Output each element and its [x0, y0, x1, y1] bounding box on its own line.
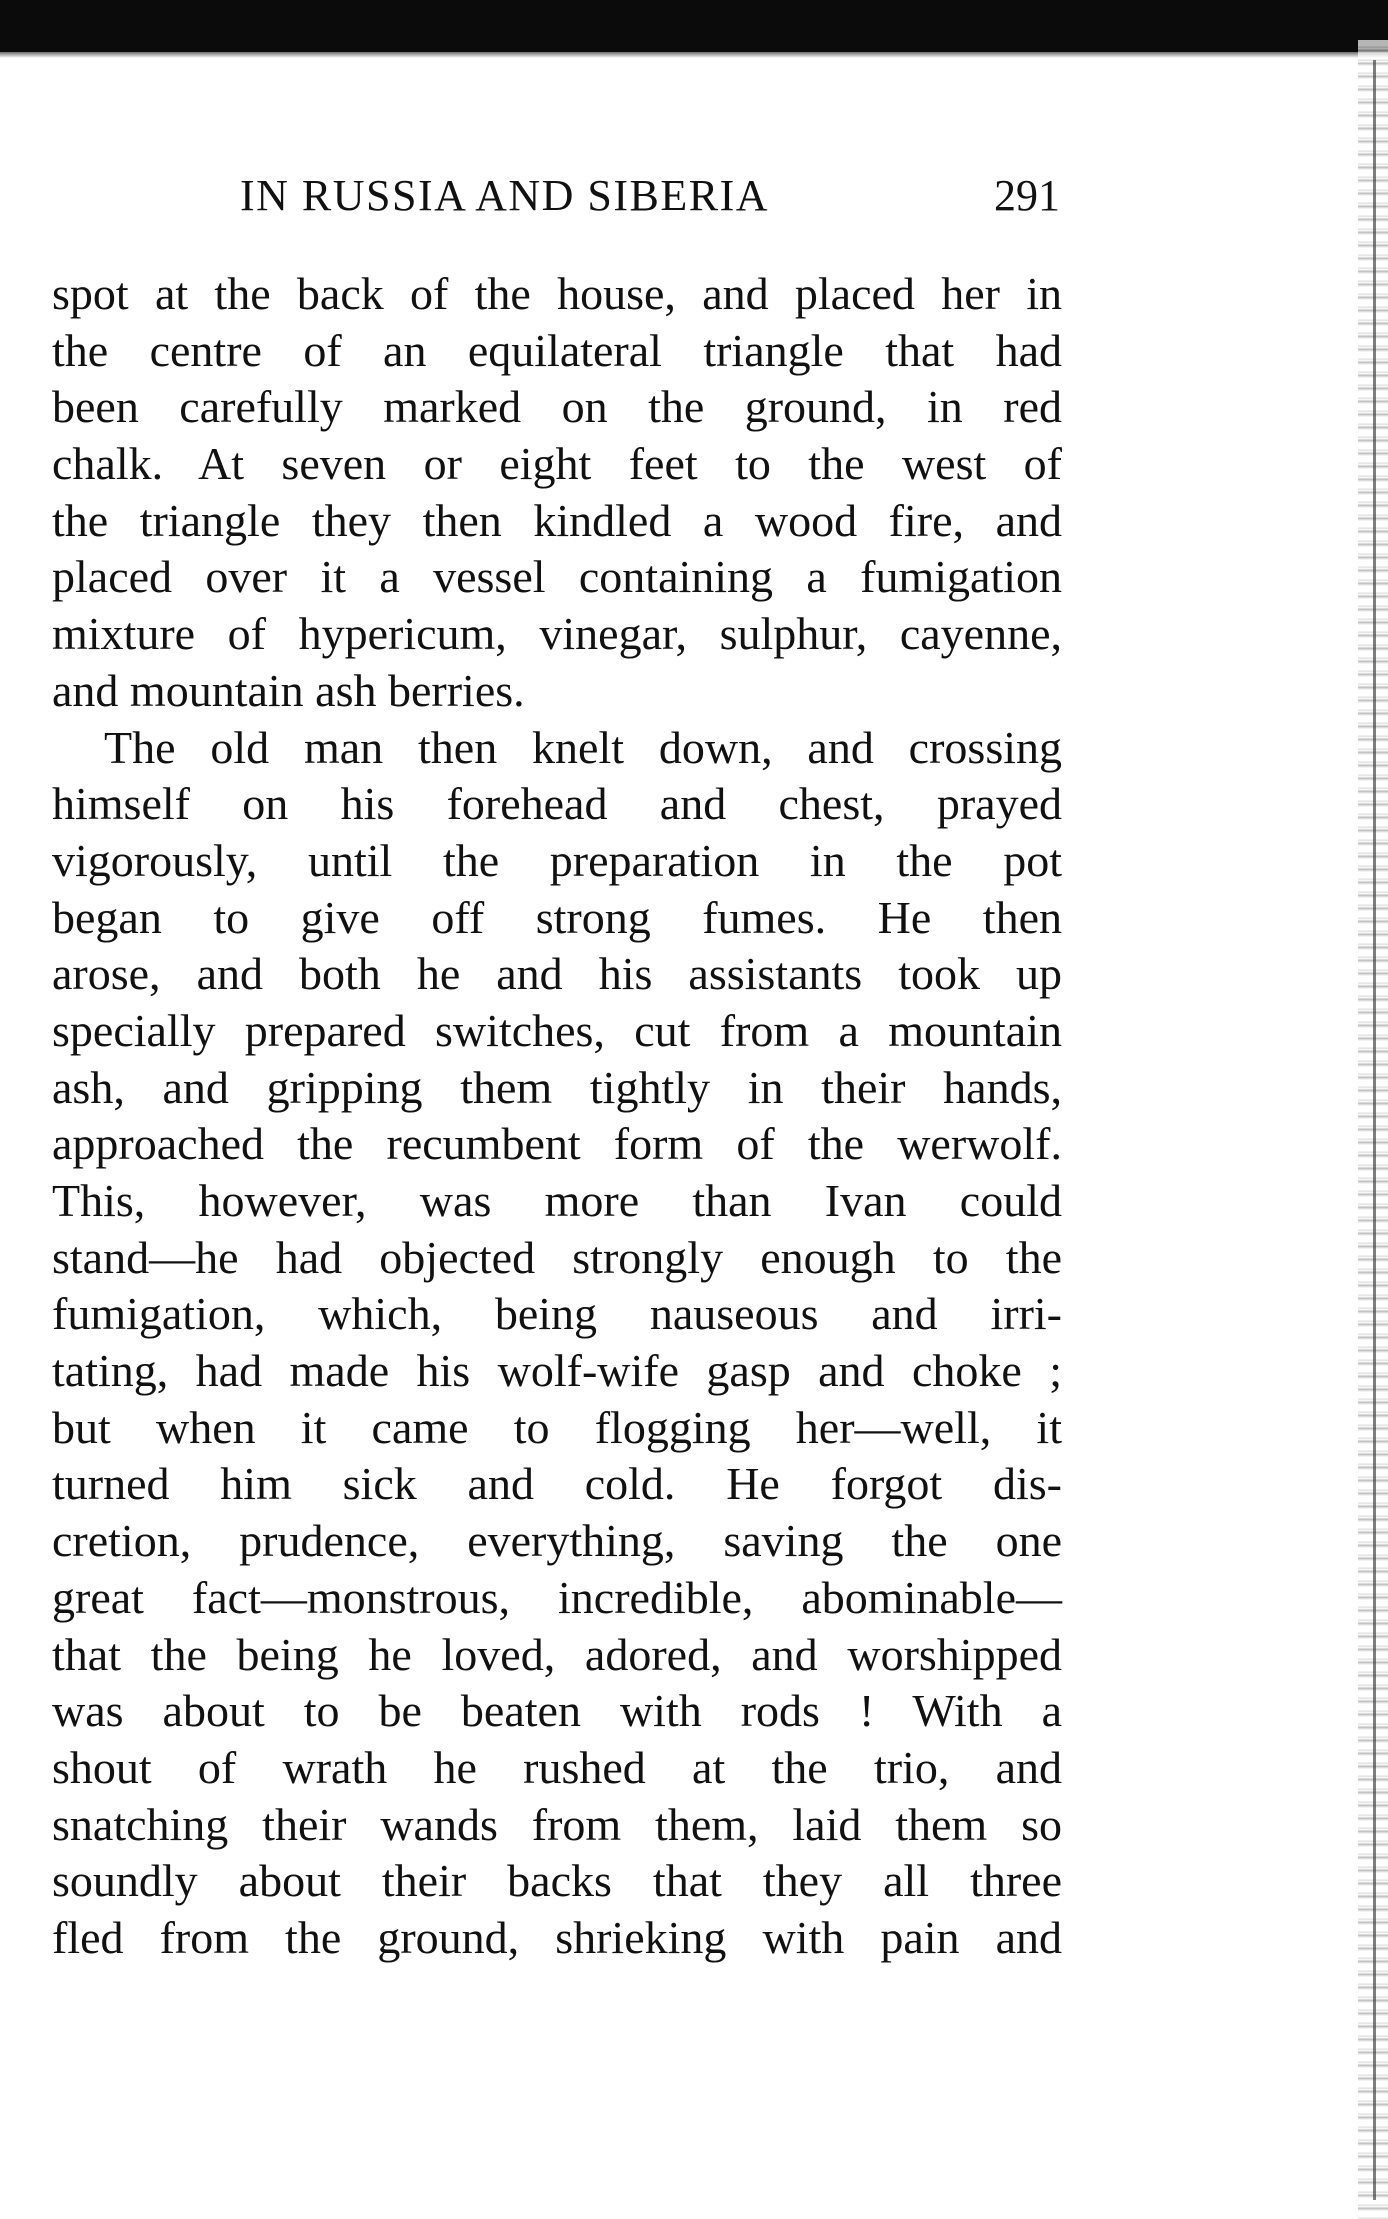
- text-line: cretion, prudence, everything, saving the one: [52, 1515, 1062, 1567]
- text-line: soundly about their backs that they all three: [52, 1855, 1062, 1907]
- text-line-paragraph-start: The old man then knelt down, and crossing: [104, 721, 1062, 773]
- text-line: fled from the ground, shrieking with pain and: [52, 1911, 1062, 1963]
- text-line: approached the recumbent form of the werwolf.: [52, 1118, 1062, 1170]
- text-line: spot at the back of the house, and placed her in: [52, 268, 1062, 319]
- text-line: but when it came to flogging her—well, it: [52, 1401, 1062, 1453]
- text-line: the triangle they then kindled a wood fire, and: [52, 494, 1062, 546]
- text-line: specially prepared switches, cut from a mountain: [52, 1004, 1062, 1056]
- page-number: 291: [994, 171, 1060, 220]
- text-line: vigorously, until the preparation in the pot: [52, 834, 1062, 886]
- text-line: turned him sick and cold. He forgot dis-: [52, 1458, 1062, 1510]
- scan-top-shadow: [0, 52, 1388, 58]
- body-text: [52, 266, 1062, 1967]
- text-line: been carefully marked on the ground, in red: [52, 381, 1062, 433]
- text-line: chalk. At seven or eight feet to the west of: [52, 438, 1062, 490]
- text-line: that the being he loved, adored, and worshipped: [52, 1628, 1062, 1680]
- text-line: ash, and gripping them tightly in their hands,: [52, 1061, 1062, 1113]
- text-line: tating, had made his wolf-wife gasp and choke ;: [52, 1345, 1062, 1397]
- text-line: himself on his forehead and chest, prayed: [52, 778, 1062, 830]
- text-line: placed over it a vessel containing a fumigation: [52, 551, 1062, 603]
- text-line-paragraph-end: and mountain ash berries.: [52, 664, 525, 716]
- text-line: This, however, was more than Ivan could: [52, 1175, 1062, 1226]
- page-header: [240, 166, 1060, 226]
- text-line: began to give off strong fumes. He then: [52, 891, 1062, 943]
- running-title: IN RUSSIA AND SIBERIA: [240, 171, 770, 220]
- text-line: was about to be beaten with rods ! With a: [52, 1685, 1062, 1737]
- text-line: shout of wrath he rushed at the trio, and: [52, 1741, 1062, 1793]
- text-line: arose, and both he and his assistants took up: [52, 948, 1062, 1000]
- text-line: stand—he had objected strongly enough to the: [52, 1231, 1062, 1283]
- text-line: the centre of an equilateral triangle that had: [52, 324, 1062, 376]
- text-line: fumigation, which, being nauseous and irri-: [52, 1288, 1062, 1340]
- scan-binding-line: [1373, 60, 1376, 2200]
- text-line: mixture of hypericum, vinegar, sulphur, cayenne,: [52, 608, 1062, 660]
- text-line: great fact—monstrous, incredible, abominable—: [52, 1571, 1062, 1623]
- scan-top-border: [0, 0, 1388, 52]
- text-line: snatching their wands from them, laid them so: [52, 1798, 1062, 1850]
